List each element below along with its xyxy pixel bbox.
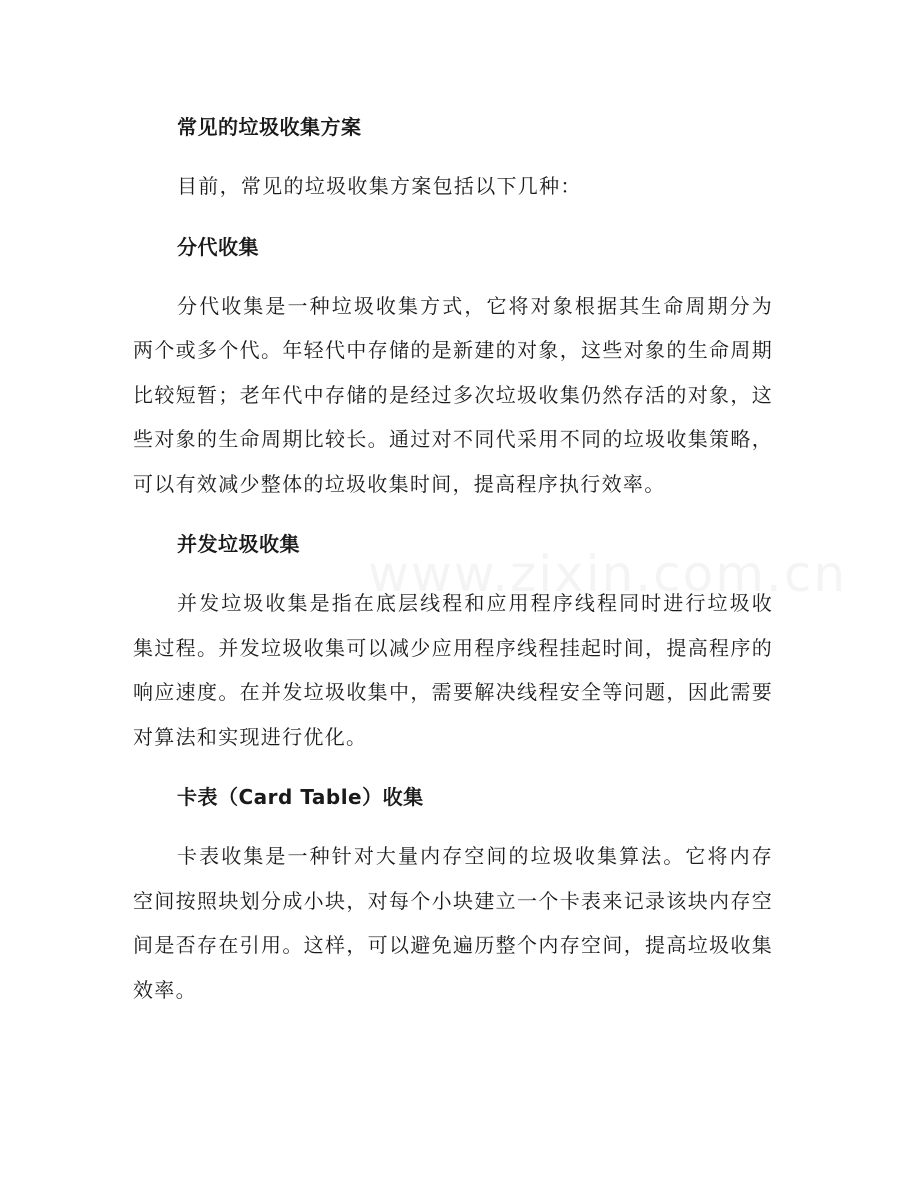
section-paragraph-card-table: 卡表收集是一种针对大量内存空间的垃圾收集算法。它将内存空间按照块划分成小块，对每个小块建立一个卡表来记录该块内存空间是否存在引用。这样，可以避免遍历整个内存空间，提高垃圾收集效率。	[133, 844, 773, 1002]
section-heading-card-table: 卡表（Card Table）收集	[177, 785, 424, 809]
section-paragraph-generational: 分代收集是一种垃圾收集方式，它将对象根据其生命周期分为两个或多个代。年轻代中存储的是新建的对象，这些对象的生命周期比较短暂；老年代中存储的是经过多次垃圾收集仍然存活的对象，这些对象的生命周期比较长。通过对不同代采用不同的垃圾收集策略，可以有效减少整体的垃圾收集时间，提高程序执行效率。	[133, 293, 773, 496]
section-heading-generational: 分代收集	[177, 234, 259, 259]
document-content	[133, 104, 773, 1012]
section-paragraph-concurrent: 并发垃圾收集是指在底层线程和应用程序线程同时进行垃圾收集过程。并发垃圾收集可以减少应用程序线程挂起时间，提高程序的响应速度。在并发垃圾收集中，需要解决线程安全等问题，因此需要对算法和实现进行优化。	[133, 591, 773, 749]
section-paragraph-intro: 目前，常见的垃圾收集方案包括以下几种：	[177, 174, 582, 198]
section-heading-concurrent: 并发垃圾收集	[177, 532, 300, 556]
section-heading-common-gc-schemes: 常见的垃圾收集方案	[177, 115, 362, 139]
